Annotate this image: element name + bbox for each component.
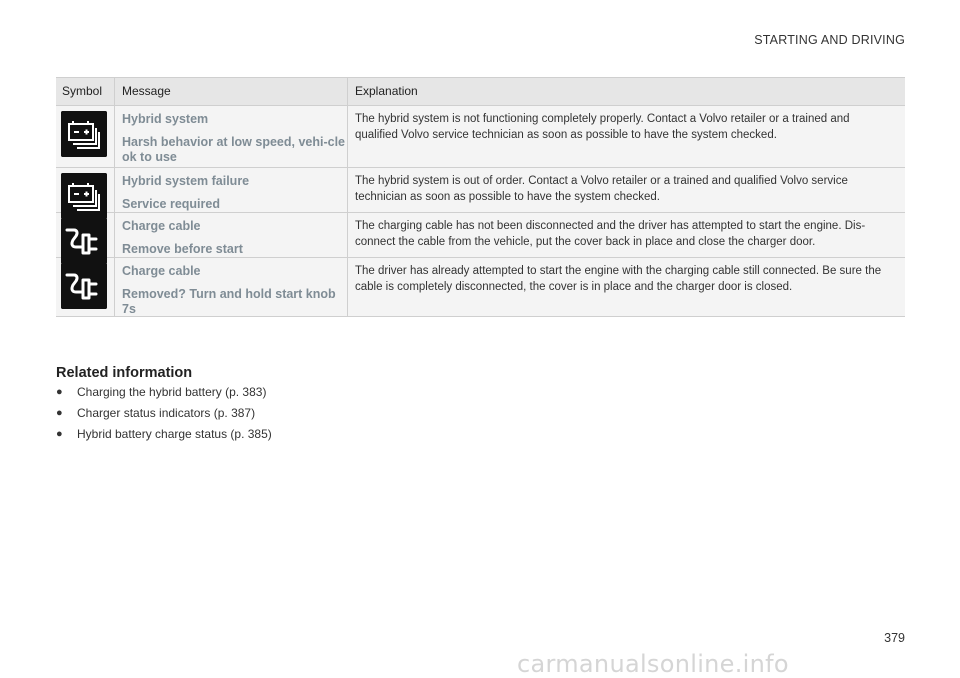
column-header-symbol: Symbol xyxy=(62,84,103,98)
column-header-explanation: Explanation xyxy=(347,78,905,105)
table-row xyxy=(56,213,905,258)
column-header-message: Message xyxy=(114,78,347,105)
message-cell xyxy=(114,213,347,257)
related-list xyxy=(56,385,272,448)
message-title: Charge cable xyxy=(122,219,201,233)
message-table xyxy=(56,77,905,317)
message-cell xyxy=(114,106,347,167)
explanation-cell: The driver has already attempted to start the engine with the charging cable still connected. Be sure the cable is completely disconnected, the cover is in place and the charger door is closed. xyxy=(347,258,905,316)
section-title: STARTING AND DRIVING xyxy=(754,33,905,47)
table-row xyxy=(56,258,905,317)
related-link-charging[interactable] xyxy=(56,385,272,406)
explanation-cell: The hybrid system is out of order. Contact a Volvo retailer or a trained and qualified Volvo service technician as soon as possible to have the system checked. xyxy=(347,168,905,212)
hybrid-battery-icon xyxy=(61,111,107,157)
message-subtitle: Service required xyxy=(122,197,220,211)
message-title: Charge cable xyxy=(122,264,201,278)
table-header xyxy=(56,78,905,106)
table-row xyxy=(56,168,905,213)
message-cell xyxy=(114,168,347,212)
symbol-cell xyxy=(56,106,114,167)
message-subtitle: Removed? Turn and hold start knob 7s xyxy=(122,287,336,316)
message-cell xyxy=(114,258,347,316)
related-link-charger-status[interactable] xyxy=(56,406,272,427)
related-heading: Related information xyxy=(56,365,193,381)
message-subtitle: Harsh behavior at low speed, vehi-cle ok to use xyxy=(122,135,345,164)
explanation-cell: The hybrid system is not functioning completely properly. Contact a Volvo retailer or a trained and qualified Volvo service technician as soon as possible to have the system checked. xyxy=(347,106,905,167)
related-link-label: Charger status indicators (p. 387) xyxy=(77,406,256,420)
related-link-label: Hybrid battery charge status (p. 385) xyxy=(77,427,272,441)
related-link-charge-status[interactable] xyxy=(56,427,272,448)
related-link-label: Charging the hybrid battery (p. 383) xyxy=(77,385,267,399)
table-row xyxy=(56,106,905,168)
bullet-icon: ● xyxy=(56,386,63,398)
bullet-icon: ● xyxy=(56,428,63,440)
explanation-cell: The charging cable has not been disconnected and the driver has attempted to start the engine. Dis-connect the cable from the vehicle, put the cover back in place and close the charger door. xyxy=(347,213,905,257)
watermark: carmanualsonline.info xyxy=(517,650,789,678)
page-number: 379 xyxy=(884,631,905,645)
related-information xyxy=(56,365,272,448)
message-subtitle: Remove before start xyxy=(122,242,243,256)
message-title: Hybrid system xyxy=(122,112,209,126)
message-title: Hybrid system failure xyxy=(122,174,250,188)
bullet-icon: ● xyxy=(56,407,63,419)
charge-plug-icon xyxy=(61,263,107,309)
symbol-cell xyxy=(56,168,114,212)
symbol-cell xyxy=(56,213,114,257)
symbol-cell xyxy=(56,258,114,316)
